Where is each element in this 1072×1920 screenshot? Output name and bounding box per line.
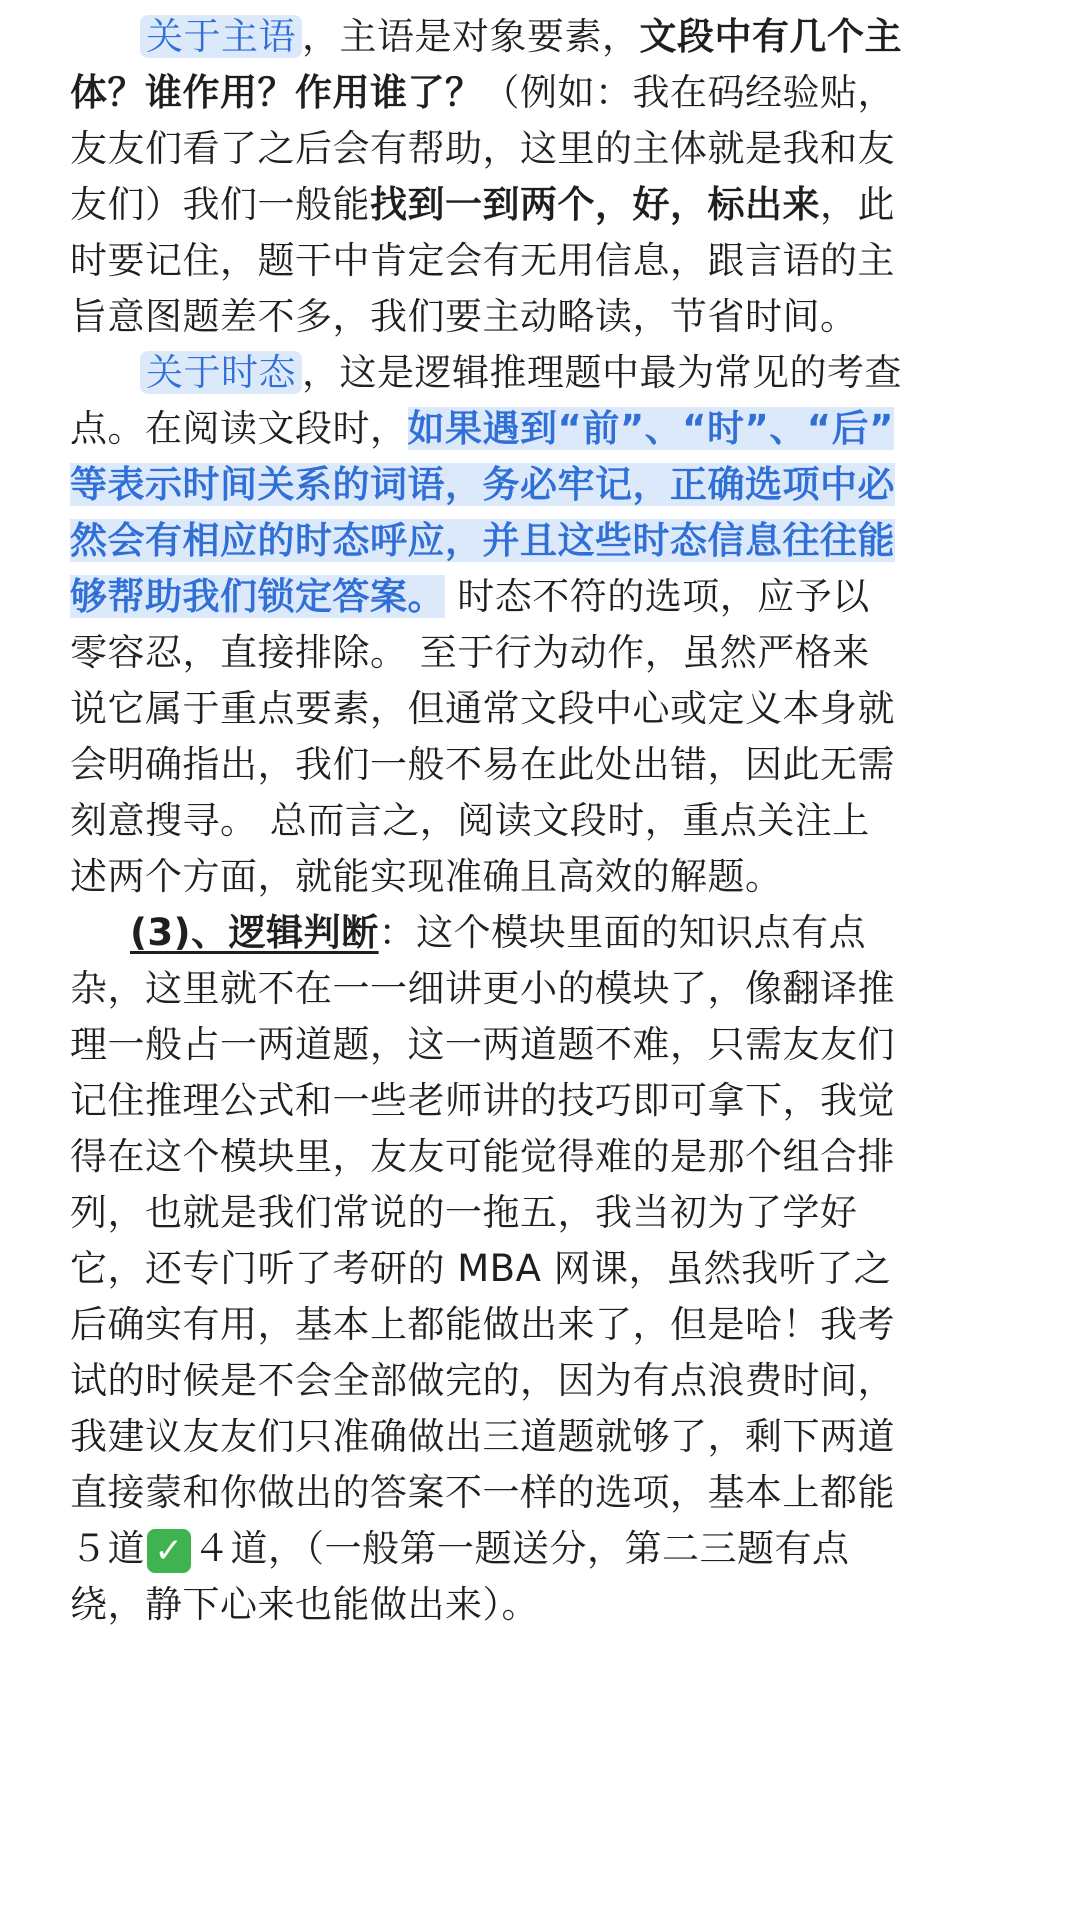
text-line: (3)、逻辑判断：这个模块里面的知识点有点 bbox=[130, 911, 867, 954]
text-line bbox=[70, 509, 895, 573]
section-heading: (3)、逻辑判断 bbox=[130, 911, 379, 954]
text-line: 关于时态 ，这是逻辑推理题中最为常见的考查 bbox=[140, 341, 902, 405]
text-line: 友们）我们一般能找到一到两个，好，标出来，此 bbox=[70, 183, 895, 226]
text-line bbox=[70, 453, 895, 517]
text-line: 点。在阅读文段时，如果遇到“前”、“时”、“后” bbox=[70, 407, 894, 450]
text-line: 说它属于重点要素，但通常文段中心或定义本身就 bbox=[70, 687, 895, 730]
text-line: 理一般占一两道题，这一两道题不难，只需友友们 bbox=[70, 1023, 895, 1066]
text-line: 记住推理公式和一些老师讲的技巧即可拿下，我觉 bbox=[70, 1079, 895, 1122]
text-line: 够帮助我们锁定答案。 时态不符的选项，应予以 bbox=[70, 575, 870, 618]
text-line: 时要记住，题干中肯定会有无用信息，跟言语的主 bbox=[70, 239, 895, 282]
text-line: 杂，这里就不在一一细讲更小的模块了，像翻译推 bbox=[70, 967, 895, 1010]
text-line: 刻意搜寻。 总而言之，阅读文段时，重点关注上 bbox=[70, 799, 870, 842]
text-line: 我建议友友们只准确做出三道题就够了，剩下两道 bbox=[70, 1415, 895, 1458]
check-mark-button-icon: ✓ bbox=[147, 1529, 191, 1573]
highlight-key-passage: 然会有相应的时态呼应，并且这些时态信息往往能 bbox=[70, 519, 895, 562]
text-line: 后确实有用，基本上都能做出来了，但是哈！我考 bbox=[70, 1303, 895, 1346]
text-line: ５道 ✓ ４道，（一般第一题送分，第二三题有点 bbox=[70, 1527, 850, 1571]
highlight-subject: 关于主语 bbox=[140, 15, 302, 58]
text-line: 旨意图题差不多，我们要主动略读，节省时间。 bbox=[70, 295, 858, 338]
text-line: 试的时候是不会全部做完的，因为有点浪费时间， bbox=[70, 1359, 895, 1402]
text-line: 它，还专门听了考研的 MBA 网课，虽然我听了之 bbox=[70, 1247, 892, 1290]
text-line: 述两个方面，就能实现准确且高效的解题。 bbox=[70, 855, 783, 898]
highlight-tense: 关于时态 bbox=[140, 351, 302, 394]
text-line: 得在这个模块里，友友可能觉得难的是那个组合排 bbox=[70, 1135, 895, 1178]
text-line: 列，也就是我们常说的一拖五，我当初为了学好 bbox=[70, 1191, 858, 1234]
text-line: 友友们看了之后会有帮助，这里的主体就是我和友 bbox=[70, 127, 895, 170]
highlight-key-passage: 够帮助我们锁定答案。 bbox=[70, 575, 445, 618]
text-line: 零容忍，直接排除。 至于行为动作，虽然严格来 bbox=[70, 631, 870, 674]
text-line: 直接蒙和你做出的答案不一样的选项，基本上都能 bbox=[70, 1471, 895, 1514]
highlight-key-passage: 等表示时间关系的词语，务必牢记，正确选项中必 bbox=[70, 463, 895, 506]
text-line: 绕，静下心来也能做出来）。 bbox=[70, 1583, 539, 1626]
highlight-key-passage: 如果遇到“前”、“时”、“后” bbox=[407, 407, 894, 450]
text-line: 会明确指出，我们一般不易在此处出错，因此无需 bbox=[70, 743, 895, 786]
text-line: 体？谁作用？作用谁了？（例如：我在码经验贴， bbox=[70, 71, 895, 114]
text-line: 关于主语 ，主语是对象要素，文段中有几个主 bbox=[140, 5, 902, 69]
